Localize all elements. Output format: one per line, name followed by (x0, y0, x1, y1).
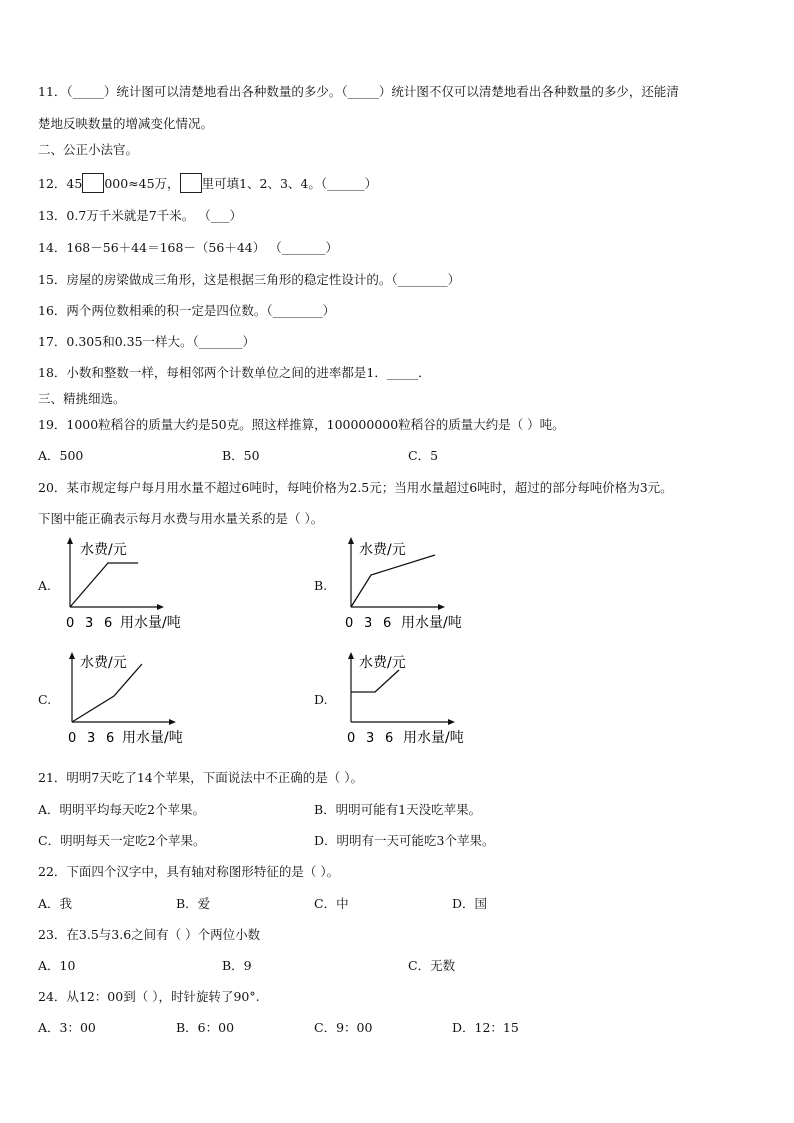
graph-c-y-label: 水费/元 (80, 655, 127, 671)
graph-d-option-label: D. (314, 692, 328, 707)
question-23-option-a: A．10 (38, 958, 76, 973)
question-24-option-c: C．9：00 (314, 1020, 373, 1035)
graph-b (339, 535, 499, 638)
question-21-option-d: D．明明有一天可能吃3个苹果。 (314, 833, 495, 848)
section-2-heading: 二、公正小法官。 (38, 142, 139, 157)
graph-b-x-label: 用水量/吨 (401, 615, 462, 631)
graph-a-tick: 6 (104, 616, 113, 631)
question-16: 16．两个两位数相乘的积一定是四位数。（________） (38, 303, 336, 318)
question-18: 18．小数和整数一样，每相邻两个计数单位之间的进率都是1．_____． (38, 365, 431, 380)
question-17: 17．0.305和0.35一样大。（_______） (38, 334, 256, 349)
question-21-option-c: C．明明每天一定吃2个苹果。 (38, 833, 206, 848)
graph-b-tick: 0 (345, 616, 354, 631)
graph-a-line (70, 563, 138, 607)
graph-d (339, 650, 499, 753)
question-12-part-2: 000≈45万， (104, 176, 180, 191)
question-15: 15．房屋的房梁做成三角形，这是根据三角形的稳定性设计的。（________） (38, 272, 461, 287)
graph-c (60, 650, 220, 753)
question-12-part-1: 12．45 (38, 176, 83, 191)
question-21-option-b: B．明明可能有1天没吃苹果。 (314, 802, 482, 817)
question-23-option-b: B．9 (222, 958, 252, 973)
graph-a-x-label: 用水量/吨 (120, 615, 181, 631)
question-13: 13．0.7万千米就是7千米。 （___） (38, 208, 242, 223)
graph-c-option-label: C. (38, 692, 52, 707)
question-23-option-c: C．无数 (408, 958, 456, 973)
question-19-option-b: B．50 (222, 448, 260, 463)
graph-c-x-label: 用水量/吨 (122, 730, 183, 746)
question-12-part-3: 里可填1、2、3、4。（______） (201, 176, 378, 191)
graph-b-tick: 6 (383, 616, 392, 631)
question-22-option-d: D．国 (452, 896, 488, 911)
graph-d-x-label: 用水量/吨 (403, 730, 464, 746)
question-11-line-1: 11．（_____）统计图可以清楚地看出各种数量的多少。（_____）统计图不仅可以清楚地看出各种数量的多少，还能清 (38, 84, 679, 99)
graph-c-tick: 6 (106, 731, 115, 746)
question-21: 21．明明7天吃了14个苹果，下面说法中不正确的是（ ）。 (38, 770, 363, 785)
question-22: 22．下面四个汉字中，具有轴对称图形特征的是（ ）。 (38, 864, 340, 879)
section-3-heading: 三、精挑细选。 (38, 391, 126, 406)
graph-b-tick: 3 (364, 616, 373, 631)
graph-b-y-label: 水费/元 (359, 542, 406, 558)
graph-c-tick: 3 (87, 731, 96, 746)
question-24-option-d: D．12：15 (452, 1020, 519, 1035)
graph-c-tick: 0 (68, 731, 77, 746)
question-21-option-a: A．明明平均每天吃2个苹果。 (38, 802, 205, 817)
graph-c-line (72, 664, 142, 722)
answer-box (82, 173, 104, 193)
question-14: 14．168－56＋44＝168－（56＋44） （_______） (38, 240, 338, 255)
question-19: 19．1000粒稻谷的质量大约是50克。照这样推算，100000000粒稻谷的质量大约是（ ）吨。 (38, 417, 565, 432)
question-24: 24．从12：00到（ ），时针旋转了90°. (38, 989, 260, 1004)
graph-a-y-label: 水费/元 (80, 542, 127, 558)
graph-d-line (351, 670, 399, 692)
question-22-option-a: A．我 (38, 896, 73, 911)
question-20-line-1: 20．某市规定每户每月用水量不超过6吨时，每吨价格为2.5元；当用水量超过6吨时，超过的部分每吨价格为3元。 (38, 480, 673, 495)
question-20-line-2: 下图中能正确表示每月水费与用水量关系的是（ ）。 (38, 511, 324, 526)
graph-a (58, 535, 218, 638)
graph-d-tick: 0 (347, 731, 356, 746)
question-22-option-c: C．中 (314, 896, 349, 911)
graph-a-tick: 3 (85, 616, 94, 631)
question-23: 23．在3.5与3.6之间有（ ）个两位小数 (38, 927, 261, 942)
question-19-option-a: A．500 (38, 448, 84, 463)
graph-b-option-label: B. (314, 578, 328, 593)
question-24-option-a: A．3：00 (38, 1020, 96, 1035)
answer-box (180, 173, 202, 193)
question-19-option-c: C．5 (408, 448, 439, 463)
graph-a-tick: 0 (66, 616, 75, 631)
question-22-option-b: B．爱 (176, 896, 211, 911)
graph-d-tick: 6 (385, 731, 394, 746)
question-24-option-b: B．6：00 (176, 1020, 235, 1035)
question-12 (38, 173, 377, 193)
graph-d-y-label: 水费/元 (359, 655, 406, 671)
question-11-line-2: 楚地反映数量的增减变化情况。 (38, 116, 214, 131)
graph-d-tick: 3 (366, 731, 375, 746)
graph-b-line (351, 555, 435, 607)
graph-a-option-label: A. (38, 578, 52, 593)
